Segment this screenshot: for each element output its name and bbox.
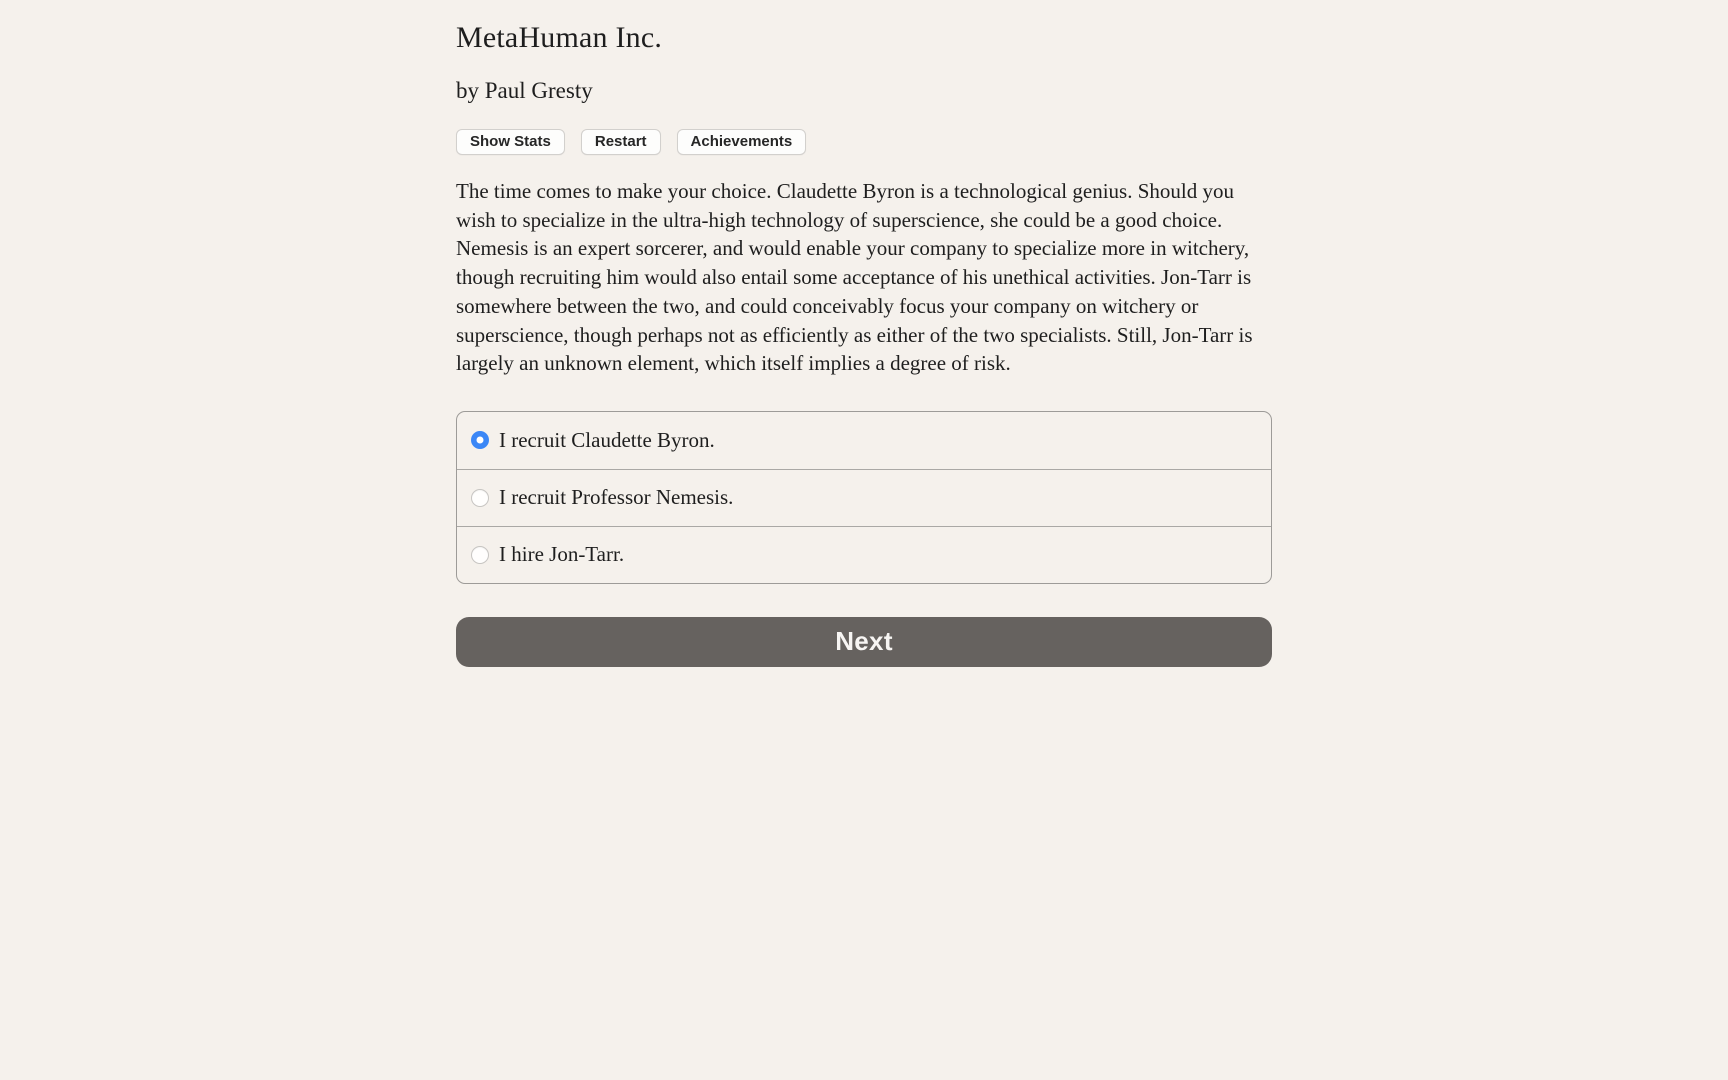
choice-label: I recruit Professor Nemesis. — [499, 485, 734, 510]
author-byline: by Paul Gresty — [456, 78, 593, 103]
restart-button[interactable]: Restart — [581, 129, 661, 155]
radio-icon[interactable] — [471, 546, 489, 564]
story-paragraph: The time comes to make your choice. Claudette Byron is a technological genius. Should you wish to specialize in the ultra-high technology of superscience, she could be a good choice. Nemesis is an expert sorcerer, and would enable your company to specialize more in witchery, though recruiting him would also entail some acceptance of his unethical activities. Jon-Tarr is somewhere between the two, and could conceivably focus your company on witchery or superscience, though perhaps not as efficiently as either of the two specialists. Still, Jon-Tarr is largely an unknown element, which itself implies a degree of risk. — [456, 179, 1253, 376]
radio-icon[interactable] — [471, 431, 489, 449]
radio-icon[interactable] — [471, 489, 489, 507]
choice-label: I recruit Claudette Byron. — [499, 427, 715, 452]
choice-label: I hire Jon-Tarr. — [499, 542, 625, 567]
choice-row-jontarr[interactable] — [457, 526, 1271, 583]
toolbar — [456, 129, 1272, 155]
page-title: MetaHuman Inc. — [456, 21, 663, 54]
content-column — [456, 0, 1272, 667]
show-stats-button[interactable]: Show Stats — [456, 129, 565, 155]
next-button[interactable]: Next — [456, 617, 1272, 667]
achievements-button[interactable]: Achievements — [677, 129, 807, 155]
choice-row-nemesis[interactable] — [457, 469, 1271, 526]
choices-group — [456, 411, 1272, 584]
choice-row-claudette[interactable] — [457, 412, 1271, 469]
